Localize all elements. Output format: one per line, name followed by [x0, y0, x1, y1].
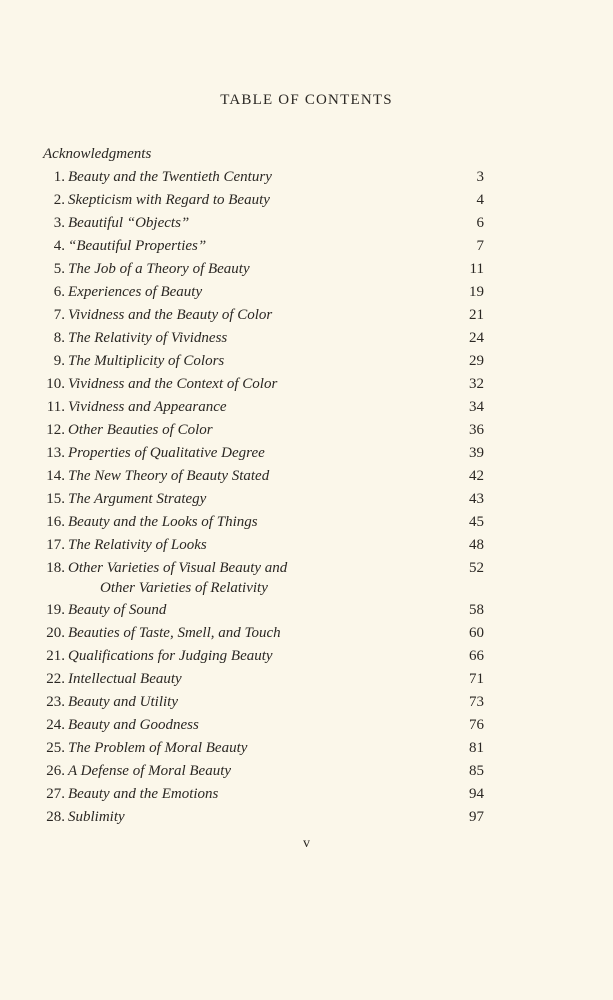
toc-entry-title-line: The Argument Strategy [68, 491, 207, 507]
toc-entry-number: 10. [46, 376, 65, 392]
toc-entry-number: 2. [53, 192, 65, 208]
toc-entry-title-line: A Defense of Moral Beauty [68, 763, 232, 779]
toc-entry [0, 488, 613, 511]
toc-entry-title-line: The Problem of Moral Beauty [68, 740, 248, 756]
toc-entry-title [68, 511, 258, 534]
toc-entry-title-line: Beauties of Taste, Smell, and Touch [68, 625, 281, 641]
toc-entry [0, 442, 613, 465]
toc-entry-title [68, 645, 273, 668]
toc-entry [0, 645, 613, 668]
toc-list [0, 166, 613, 829]
toc-entry-title [68, 327, 227, 350]
toc-entry [0, 760, 613, 783]
toc-entry-title [68, 166, 272, 189]
toc-entry-title [68, 534, 207, 557]
toc-entry-page: 29 [469, 353, 484, 369]
toc-entry-page: 81 [469, 740, 484, 756]
toc-entry-title [68, 668, 182, 691]
toc-entry-number: 3. [53, 215, 65, 231]
toc-entry-page: 21 [469, 307, 484, 323]
toc-entry-number: 13. [46, 445, 65, 461]
toc-entry-number: 12. [46, 422, 65, 438]
toc-entry-title [68, 691, 178, 714]
toc-entry-title [68, 396, 227, 419]
toc-entry [0, 350, 613, 373]
toc-entry-page: 94 [469, 786, 484, 802]
toc-entry-title [68, 373, 277, 396]
toc-entry-page: 7 [476, 238, 484, 254]
toc-entry-page: 43 [469, 491, 484, 507]
toc-entry-page: 73 [469, 694, 484, 710]
toc-entry-page: 45 [469, 514, 484, 530]
toc-entry-page: 39 [469, 445, 484, 461]
toc-entry [0, 419, 613, 442]
toc-entry-page: 36 [469, 422, 484, 438]
toc-entry-title [68, 806, 125, 829]
toc-entry-page: 3 [476, 169, 484, 185]
toc-entry [0, 557, 613, 599]
toc-entry [0, 599, 613, 622]
toc-entry-title [68, 258, 250, 281]
toc-entry-title-line: Experiences of Beauty [68, 284, 203, 300]
toc-entry-number: 25. [46, 740, 65, 756]
toc-entry-title-line: Vividness and Appearance [68, 399, 227, 415]
toc-entry-page: 52 [469, 560, 484, 576]
toc-entry-title [68, 714, 199, 737]
toc-entry-title-line: The New Theory of Beauty Stated [68, 468, 270, 484]
toc-entry-number: 16. [46, 514, 65, 530]
toc-entry-page: 11 [469, 261, 484, 277]
toc-entry-number: 21. [46, 648, 65, 664]
toc-entry [0, 396, 613, 419]
toc-entry-page: 76 [469, 717, 484, 733]
toc-entry-title-line: The Relativity of Looks [68, 537, 207, 553]
toc-entry-number: 17. [46, 537, 65, 553]
toc-entry-title-line: Vividness and the Beauty of Color [68, 307, 273, 323]
toc-entry-title [68, 760, 231, 783]
toc-entry [0, 258, 613, 281]
toc-entry-page: 58 [469, 602, 484, 618]
toc-entry-page: 71 [469, 671, 484, 687]
toc-entry-title-line: Beauty and the Twentieth Century [68, 169, 272, 185]
toc-entry-title [68, 281, 202, 304]
toc-entry-page: 6 [476, 215, 484, 231]
toc-entry-number: 5. [53, 261, 65, 277]
toc-entry-page: 19 [469, 284, 484, 300]
toc-entry-number: 1. [53, 169, 65, 185]
toc-entry-title [68, 442, 265, 465]
toc-entry-page: 66 [469, 648, 484, 664]
toc-entry-page: 97 [469, 809, 484, 825]
toc-entry-title-line: Properties of Qualitative Degree [68, 445, 265, 461]
toc-entry-number: 14. [46, 468, 65, 484]
toc-entry-title-line: Qualifications for Judging Beauty [68, 648, 273, 664]
toc-entry-number: 27. [46, 786, 65, 802]
toc-entry-title-line: Other Beauties of Color [68, 422, 213, 438]
toc-entry-number: 22. [46, 671, 65, 687]
toc-entry-title-line: Beauty and Goodness [68, 717, 199, 733]
toc-entry-number: 7. [53, 307, 65, 323]
toc-entry-title [68, 304, 272, 327]
toc-entry [0, 783, 613, 806]
toc-entry-title [68, 465, 269, 488]
toc-entry-title [68, 783, 218, 806]
toc-entry-title-line: Vividness and the Context of Color [68, 376, 278, 392]
toc-entry-title-line: “Beautiful Properties” [68, 238, 207, 254]
toc-entry [0, 534, 613, 557]
toc-entry-title [68, 737, 247, 760]
toc-entry-title-line: Beautiful “Objects” [68, 215, 190, 231]
toc-entry-number: 26. [46, 763, 65, 779]
toc-entry-page: 42 [469, 468, 484, 484]
toc-entry-number: 6. [53, 284, 65, 300]
toc-entry [0, 373, 613, 396]
toc-entry-number: 18. [46, 560, 65, 576]
toc-entry-number: 19. [46, 602, 65, 618]
toc-entry [0, 166, 613, 189]
toc-entry-title-line: Sublimity [68, 809, 125, 825]
toc-entry-title-line: The Multiplicity of Colors [68, 353, 225, 369]
toc-entry [0, 737, 613, 760]
toc-entry-title-line: Beauty and the Emotions [68, 786, 219, 802]
toc-entry-number: 23. [46, 694, 65, 710]
toc-entry [0, 189, 613, 212]
toc-entry-number: 20. [46, 625, 65, 641]
toc-entry-number: 9. [53, 353, 65, 369]
toc-entry [0, 668, 613, 691]
toc-entry-number: 24. [46, 717, 65, 733]
toc-entry-title [68, 189, 270, 212]
toc-entry-title-line: Beauty and the Looks of Things [68, 514, 258, 530]
page-folio: v [303, 836, 310, 851]
toc-entry-number: 8. [53, 330, 65, 346]
toc-entry-title [68, 212, 189, 235]
toc-entry-title [68, 622, 281, 645]
toc-entry [0, 235, 613, 258]
toc-entry [0, 622, 613, 645]
toc-entry-page: 34 [469, 399, 484, 415]
toc-entry [0, 212, 613, 235]
toc-entry [0, 691, 613, 714]
toc-entry [0, 806, 613, 829]
toc-entry-page: 85 [469, 763, 484, 779]
toc-entry-title [68, 557, 287, 597]
toc-entry [0, 714, 613, 737]
toc-entry-title-line: The Relativity of Vividness [68, 330, 228, 346]
toc-entry-title-line: Beauty of Sound [68, 602, 167, 618]
toc-entry [0, 465, 613, 488]
toc-entry-number: 4. [53, 238, 65, 254]
page-title: TABLE OF CONTENTS [220, 92, 393, 108]
toc-entry-page: 48 [469, 537, 484, 553]
toc-entry-number: 11. [46, 399, 65, 415]
toc-entry-title-line: Intellectual Beauty [68, 671, 182, 687]
toc-entry-title-line: The Job of a Theory of Beauty [68, 261, 250, 277]
toc-entry-page: 32 [469, 376, 484, 392]
toc-entry-title-line: Other Varieties of Visual Beauty and [68, 560, 288, 576]
toc-entry-page: 4 [476, 192, 484, 208]
toc-entry-number: 28. [46, 809, 65, 825]
toc-entry-title-line: Other Varieties of Relativity [100, 580, 268, 596]
toc-entry [0, 281, 613, 304]
toc-entry [0, 304, 613, 327]
toc-entry-title [68, 599, 166, 622]
toc-entry-title [68, 488, 206, 511]
acknowledgments-entry: Acknowledgments [43, 146, 152, 162]
toc-entry-title-line: Skepticism with Regard to Beauty [68, 192, 270, 208]
toc-entry-page: 60 [469, 625, 484, 641]
toc-entry-number: 15. [46, 491, 65, 507]
toc-entry [0, 327, 613, 350]
toc-entry-title [68, 419, 213, 442]
toc-entry-title [68, 350, 224, 373]
toc-entry-title [68, 235, 206, 258]
toc-entry [0, 511, 613, 534]
toc-entry-title-line: Beauty and Utility [68, 694, 178, 710]
toc-entry-page: 24 [469, 330, 484, 346]
